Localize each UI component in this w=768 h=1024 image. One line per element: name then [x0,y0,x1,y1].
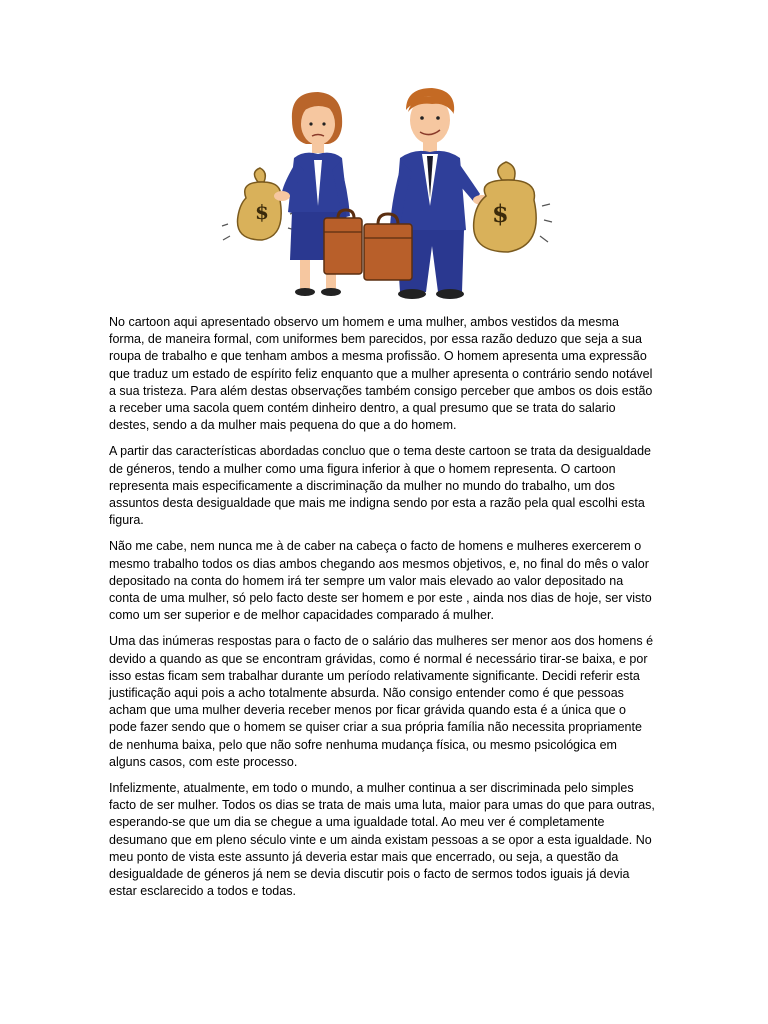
paragraph: A partir das características abordadas concluo que o tema deste cartoon se trata da desigualdade de géneros, tendo a mulher como uma figura inferior à que o homem representa. O cartoon representa mais especificamente a discriminação da mulher no mundo do trabalho, um dos assuntos desta desigualdade que mais me indigna sendo por esta a razão pela qual escolhi esta figura. [109,444,651,528]
money-sign-small: $ [255,200,269,224]
paragraph: Não me cabe, nem nunca me à de caber na cabeça o facto de homens e mulheres exercerem o mesmo trabalho todos os dias ambos chegando aos mesmos objetivos, e, no final do mês o valor depositado na conta do homem irá ter sempre um valor mais elevado ao valor depositado na conta de uma mulher, só pelo facto deste ser homem e por este , ainda nos dias de hoje, ser visto como um ser superior e de melhor capacidades comparado á mulher. [109,539,652,623]
man-briefcase-icon [364,214,412,280]
woman-briefcase-icon [324,210,362,274]
essay-body [109,314,657,910]
cartoon-illustration [210,86,556,304]
paragraph: No cartoon aqui apresentado observo um homem e uma mulher, ambos vestidos da mesma forma, de maneira formal, com uniformes bem parecidos, por essa razão deduzo que seja a sua roupa de trabalho e que tenham ambos a mesma profissão. O homem apresenta uma expressão que traduz um estado de espírito feliz enquanto que a mulher apresenta o contrário sendo notável a sua tristeza. Para além destas observações também consigo perceber que ambos os dois estão a receber uma sacola quem contém dinheiro dentro, a qual presumo que se trata do salario destes, sendo a da mulher mais pequena do que a do homem. [109,315,653,433]
small-money-bag-icon [222,168,296,240]
paragraph: Infelizmente, atualmente, em todo o mundo, a mulher continua a ser discriminada pelo simples facto de ser mulher. Todos os dias se trata de mais uma luta, maior para umas do que para outras, esperando-se que um dia se chegue a uma igualdade total. Ao meu ver é completamente desumano que em pleno século vinte e um ainda existam pessoas a se opor a esta igualdade. No meu ponto de vista este assunto já deveria estar mais que encerrado, ou seja, a questão da desigualdade de géneros já nem se devia discutir pois o facto de sermos todos iguais já devia estar esclarecido a todos e todas. [109,781,655,899]
paragraph: Uma das inúmeras respostas para o facto de o salário das mulheres ser menor aos dos homens é devido a quando as que se encontram grávidas, como é normal é necessário tirar-se baixa, e por isso estas ficam sem trabalhar durante um período relativamente significante. Decidi referir esta justificação aqui pois a acho totalmente absurda. Não consigo entender como é que pessoas acham que uma mulher deveria receber menos por ficar grávida quando esta é a única que o pode fazer sendo que o homem se quiser criar a sua própria família não necessita propriamente de nenhuma baixa, pelo que não sofre nenhuma mudança física, ou mesmo psicológica em alguns casos, com este processo. [109,634,654,769]
large-money-bag-icon [474,162,552,252]
money-sign-large: $ [492,199,509,228]
